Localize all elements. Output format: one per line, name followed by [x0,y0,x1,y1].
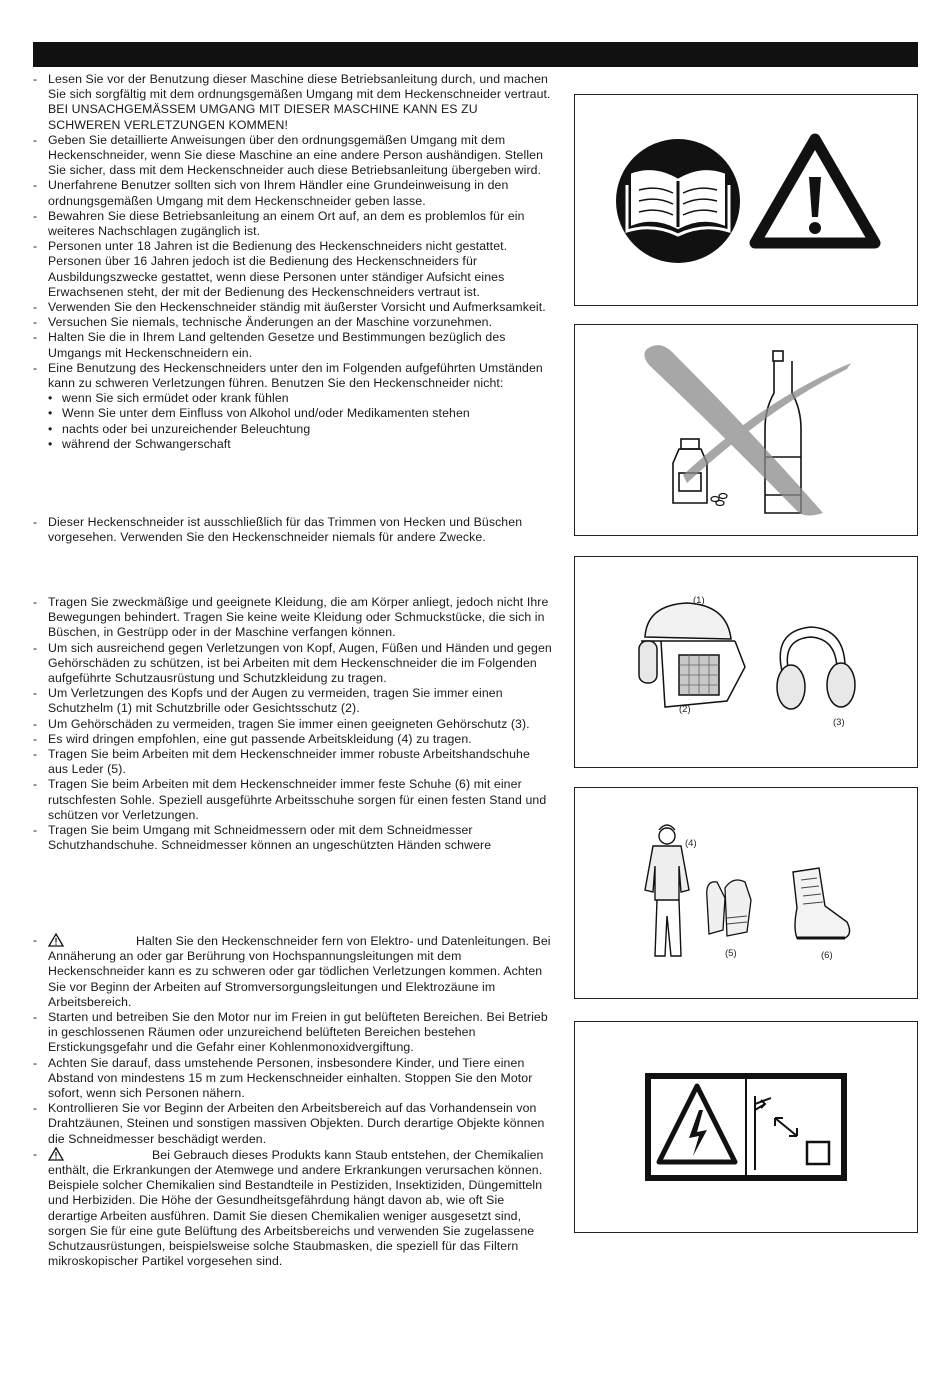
label-work-clothing: (4) [685,838,697,849]
section-work-area [33,933,553,1269]
list-item: - Tragen Sie beim Umgang mit Schneidmessern oder mit dem Schneidmesser Schutzhandschuhe. Schneidmesser können an ungeschützten Händen schwere [33,823,492,853]
list-item: - Tragen Sie beim Arbeiten mit dem Heckenschneider immer robuste Arbeitshandschuhe aus Leder (5). [33,747,530,777]
ear-protection-icon [777,627,855,709]
list-item: - Es wird dringen empfohlen, eine gut passende Arbeitskleidung (4) zu tragen. [33,731,472,746]
list-item: - Versuchen Sie niemals, technische Änderungen an der Maschine vorzunehmen. [33,315,493,330]
figure-no-alcohol [574,324,918,536]
label-boots: (6) [821,950,833,961]
figure-electrical-hazard [574,1021,918,1233]
section-general [33,72,553,452]
list-item: - Unerfahrene Benutzer sollten sich von Ihrem Händler eine Grundeinweisung in den ordnungsgemäßen Umgang mit dem Heckenschneider geben lasse. [33,178,509,208]
list-item: - Kontrollieren Sie vor Beginn der Arbeiten den Arbeitsbereich auf das Vorhandensein von Drahtzäunen, Steinen und sonstigen massiven Objekten. Durch derartige Objekte können die Schneidmesser beschädigt werden. [33,1101,545,1146]
figure-read-manual [574,94,918,306]
list-item: - Personen unter 18 Jahren ist die Bedienung des Heckenschneiders nicht gestattet. Personen über 16 Jahren jedoch ist die Bedienung des Heckenschneiders für Ausbildungszwecke gestattet, wenn diese Personen unter ständiger Aufsicht eines Erwachsenen steht, der mit der Bedienung des Heckenschneiders vertraut ist. [33,239,508,299]
list-item: - Dieser Heckenschneider ist ausschließlich für das Trimmen von Hecken und Büschen vorgesehen. Verwenden Sie den Heckenschneider niemals für andere Zwecke. [33,515,523,545]
list-item: - Bei Gebrauch dieses Produkts kann Staub entstehen, der Chemikalien enthält, die Erkrankungen der Atemwege und andere Erkrankungen verursachen können. Beispiele solcher Chemikalien sind Bestandteile in Pestiziden, Insektiziden, Düngemitteln und Herbiziden. Die Höhe der Gesundheitsgefährdung hängt davon ab, wie oft Sie derartige Arbeiten ausführen. Damit Sie diesen Chemikalien weniger ausgesetzt sind, sorgen Sie für eine gute Belüftung des Arbeitsbereichs und verwenden Sie zugelassene Schutzausrüstungen, beispielsweise solche Staubmasken, die speziell für das Filtern mikroskopischer Partikel vorgesehen sind. [33,1146,544,1269]
helmet-icon [639,603,745,707]
list-item: - Geben Sie detaillierte Anweisungen über den ordnungsgemäßen Umgang mit dem Heckenschneider, wenn Sie diese Maschine an eine andere Person aushändigen. Stellen Sie sicher, dass mit dem Heckenschneider auch diese Betriebsanleitung übergeben wird. [33,132,544,178]
figure-work-clothing [574,787,918,999]
list-item: - Halten Sie die in Ihrem Land geltenden Gesetze und Bestimmungen bezüglich des Umgangs mit Heckenschneidern ein. [33,330,506,360]
bullet-item: • Wenn Sie unter dem Einfluss von Alkohol und/oder Medikamenten stehen [48,406,470,421]
label-ear-protection: (3) [833,717,845,728]
warning-triangle-icon [755,139,875,243]
pills-icon [711,494,727,506]
list-item: - Achten Sie darauf, dass umstehende Personen, insbesondere Kinder, und Tiere einen Abstand von mindestens 15 m zum Heckenschneider einhalten. Stoppen Sie den Motor sofort, wenn sich Personen nähern. [33,1055,533,1101]
section-intended-use [33,515,553,545]
bullet-item: • wenn Sie sich ermüdet oder krank fühlen [48,391,289,406]
list-item: - Verwenden Sie den Heckenschneider ständig mit äußerster Vorsicht und Aufmerksamkeit. [33,300,546,315]
label-face-shield: (2) [679,704,691,715]
boot-icon [793,868,850,938]
figure-helmet-ear-protection [574,556,918,768]
list-item: - Bewahren Sie diese Betriebsanleitung an einem Ort auf, an dem es problemlos für ein weiteres Nachschlagen zugänglich ist. [33,208,525,239]
section-header-bar [33,42,918,67]
warning-triangle-icon [48,933,64,947]
list-item: - Tragen Sie beim Arbeiten mit dem Heckenschneider immer feste Schuhe (6) mit einer rutschfesten Sohle. Speziell ausgeführte Arbeitsschuhe sorgen für einen festen Stand und schützen vor Verletzungen. [33,777,547,822]
list-item: - Um sich ausreichend gegen Verletzungen von Kopf, Augen, Füßen und Händen und gegen Gehörschäden zu schützen, ist bei Arbeiten mit dem Heckenschneider die im Folgenden aufgeführte Schutzausrüstung und Schutzkleidung zu tragen. [33,640,552,686]
list-item: - Tragen Sie zweckmäßige und geeignete Kleidung, die am Körper anliegt, jedoch nicht Ihre Bewegungen behindert. Tragen Sie keine weite Kleidung oder Schmuckstücke, die sich in Büschen, in Gestrüpp oder in der Maschine verfangen können. [33,595,549,640]
bullet-item: • nachts oder bei unzureichender Beleuchtung [48,421,311,436]
label-gloves: (5) [725,948,737,959]
list-item: - Starten und betreiben Sie den Motor nur im Freien in gut belüfteten Bereichen. Bei Betrieb in geschlossenen Räumen oder unzureichend belüfteten Bereichen bestehen Erstickungsgefahr und die Gefahr einer Kohlenmonoxidvergiftung. [33,1010,548,1055]
list-item: - Halten Sie den Heckenschneider fern von Elektro- und Datenleitungen. Bei Annäherung an oder gar Berührung von Hochspannungsleitungen mit dem Heckenschneider kann es zu schweren oder gar tödlichen Verletzungen kommen. Achten Sie vor Beginn der Arbeiten auf Stromversorgungsleitungen und Elektrozäune im Arbeitsbereich. [33,933,551,1009]
work-clothing-icon [645,825,689,956]
list-item: - Um Verletzungen des Kopfs und der Augen zu vermeiden, tragen Sie immer einen Schutzhelm (1) mit Schutzbrille oder Gesichtsschutz (2). [33,686,503,716]
label-helmet: (1) [693,595,705,606]
list-item: - Eine Benutzung des Heckenschneiders unter den im Folgenden aufgeführten Umständen kann zu schweren Verletzungen führen. Benutzen Sie den Heckenschneider nicht: [33,360,543,391]
warning-triangle-icon [48,1147,64,1161]
section-protective-equipment [33,595,553,853]
list-item: - Um Gehörschäden zu vermeiden, tragen Sie immer einen geeigneten Gehörschutz (3). [33,716,530,731]
bullet-item: • während der Schwangerschaft [48,436,231,451]
cross-out-icon [644,345,851,515]
list-item: - Lesen Sie vor der Benutzung dieser Maschine diese Betriebsanleitung durch, und machen Sie sich sorgfältig mit dem ordnungsgemäßen Umgang mit dem Heckenschneider vertraut. BEI UNSACHGEMÄSSEM UMGANG MIT DIESER MASCHINE KANN ES ZU SCHWEREN VERLETZUNGEN KOMMEN! [33,72,551,132]
gloves-icon [707,880,751,936]
